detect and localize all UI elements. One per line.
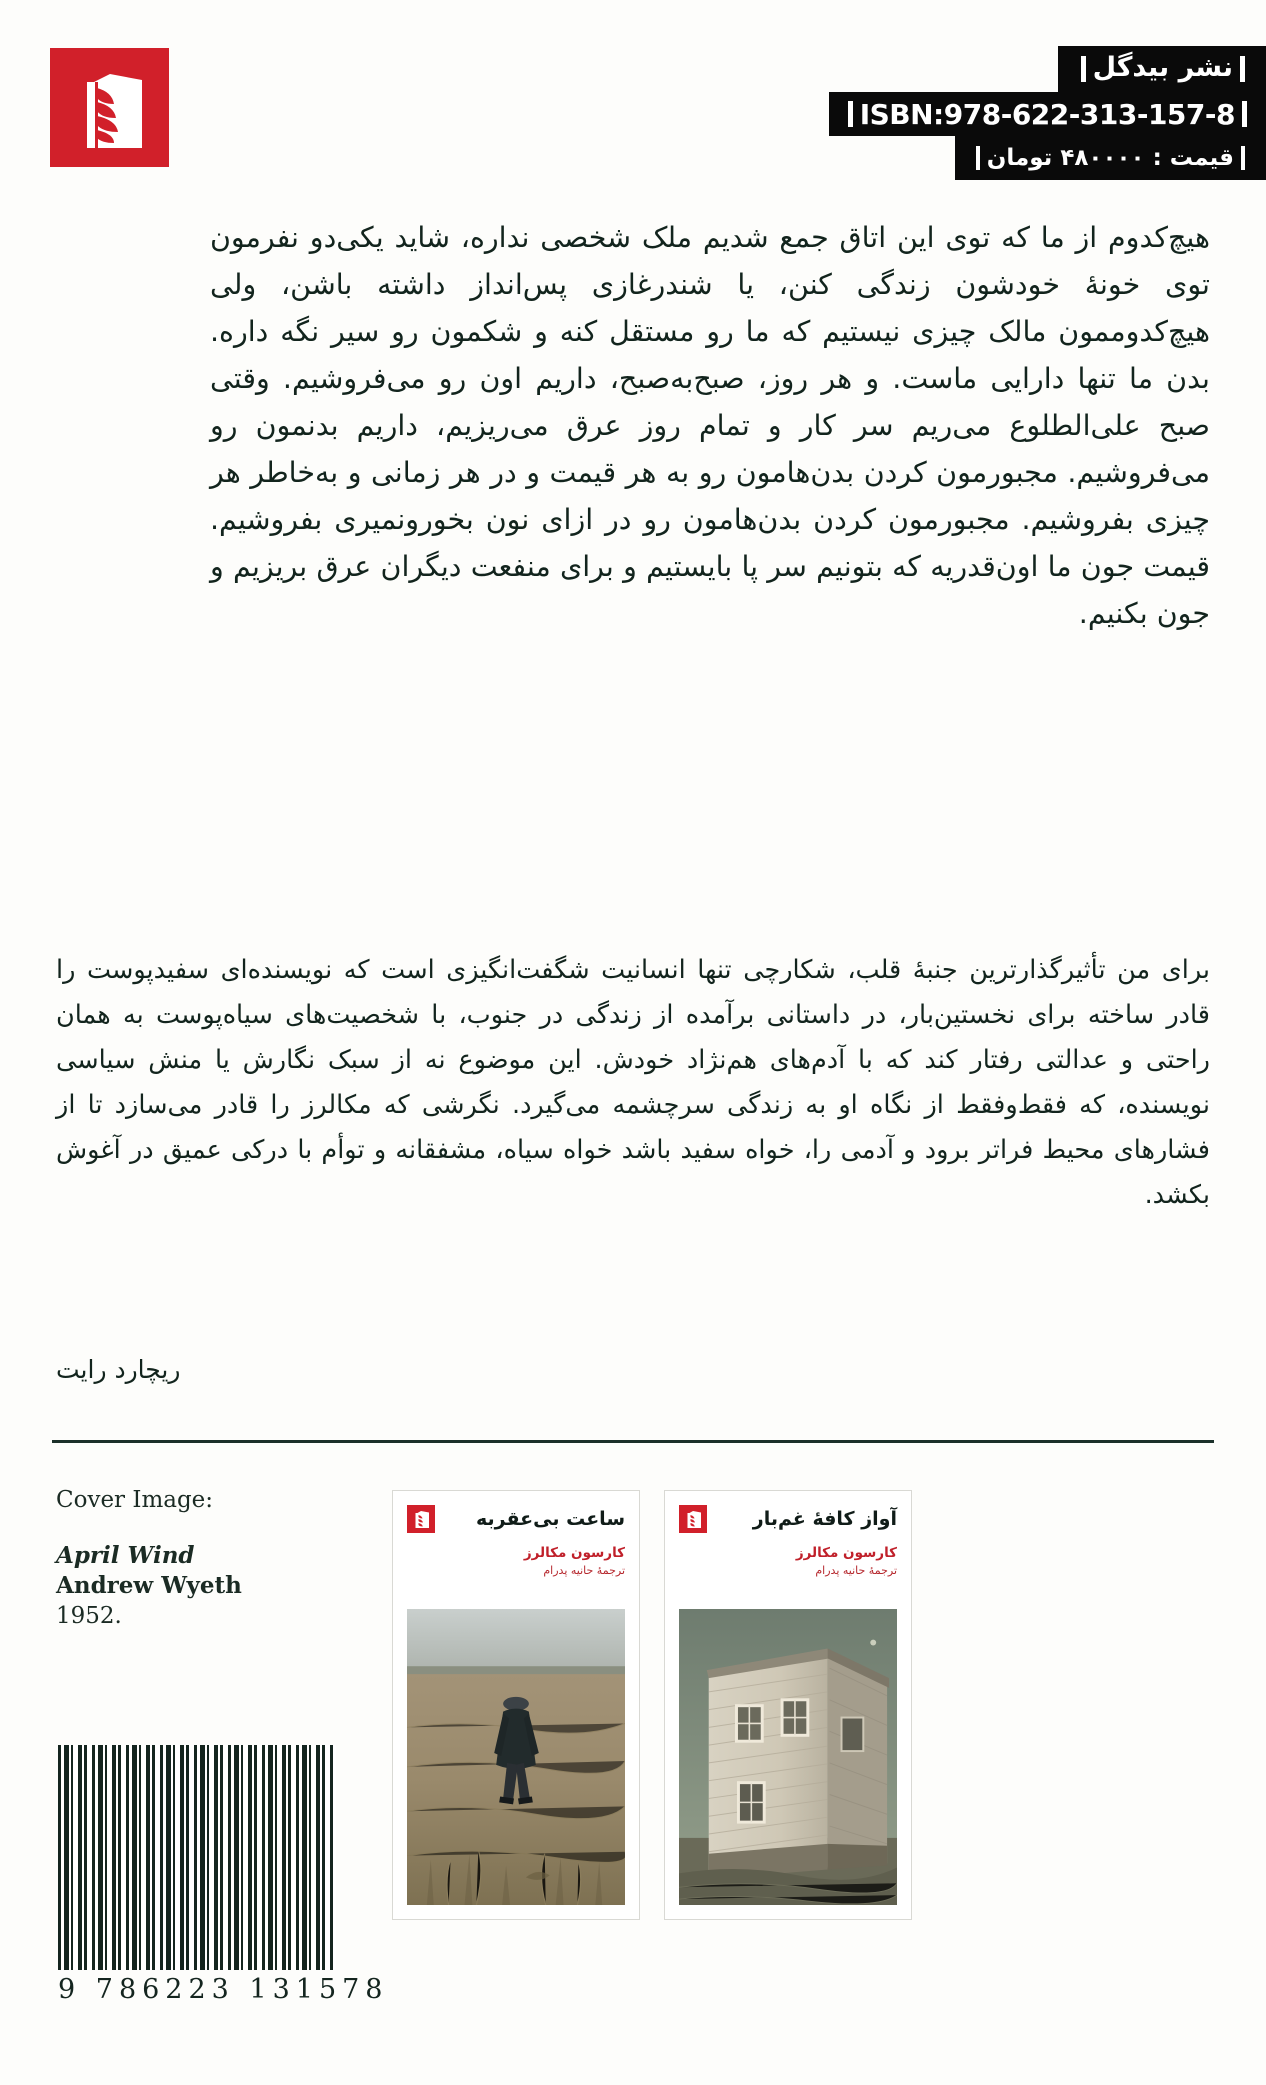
review-author: ریچارد رایت: [56, 1355, 181, 1384]
review-blurb: برای من تأثیرگذارترین جنبهٔ قلب، شکارچی تنها انسانیت شگفت‌انگیزی است که نویسنده‌ای سفیدپوست را قادر ساخته برای نخستین‌بار، در داستانی برآمده از زندگی در جنوب، با شخصیت‌های سیاه‌پوست به همان راحتی و عدالتی رفتار کند که با آدم‌های هم‌نژاد خودش. این موضوع نه از سبک نگارش یا منش سیاسی نویسنده، که فقط‌وفقط از نگاه او به زندگی سرچشمه می‌گیرد. نگرشی که مکالرز را قادر می‌سازد تا از فشارهای محیط فراتر برود و آدمی را، خواه سفید باشد خواه سیاه، مشفقانه و توأم با درکی عمیق در آغوش بکشد.: [56, 955, 1210, 1210]
mini-cover-header: [407, 1505, 625, 1533]
price-badge: [955, 136, 1266, 180]
mini-cover-author: کارسون مکالرز: [523, 1545, 625, 1561]
cover-image-credit: [56, 1485, 356, 1631]
price-label: قیمت : ۴۸۰۰۰۰ تومان: [986, 145, 1234, 171]
barcode-block: [58, 1745, 389, 2005]
cover-image-label: Cover Image:: [56, 1487, 214, 1513]
badge-bar-right: [1081, 56, 1086, 82]
isbn-badge: [829, 92, 1266, 136]
mini-cover-artwork: [407, 1609, 625, 1905]
barcode-digits: 9 786223 131578: [58, 1974, 389, 2005]
barcode-stripes: [58, 1745, 336, 1970]
mini-cover-artwork: [679, 1609, 897, 1905]
publisher-logo-small: [679, 1505, 707, 1533]
mini-cover-title: آواز کافهٔ غم‌بار: [752, 1508, 897, 1530]
badge-bar-right: [976, 146, 980, 170]
related-book-cover[interactable]: [392, 1490, 640, 1920]
mini-cover-title: ساعت بی‌عقربه: [475, 1508, 625, 1530]
publisher-badges: [829, 46, 1266, 180]
horizontal-divider: [52, 1440, 1214, 1443]
related-book-cover[interactable]: [664, 1490, 912, 1920]
publisher-logo-small: [407, 1505, 435, 1533]
related-books-row: [392, 1490, 912, 1920]
artwork-artist: Andrew Wyeth: [56, 1572, 242, 1599]
publisher-logo: [50, 48, 169, 167]
publisher-name-badge: [1058, 46, 1266, 92]
isbn-label: ISBN:978-622-313-157-8: [859, 97, 1235, 131]
badge-bar-left: [1240, 56, 1245, 82]
mini-cover-author: کارسون مکالرز: [795, 1545, 897, 1561]
badge-bar-right: [1242, 101, 1247, 127]
mini-cover-translator: ترجمهٔ حانیه پدرام: [543, 1564, 625, 1577]
publisher-name-label: نشر بیدگل: [1092, 51, 1233, 83]
badge-bar-left: [848, 101, 853, 127]
mini-cover-translator: ترجمهٔ حانیه پدرام: [815, 1564, 897, 1577]
mini-cover-header: [679, 1505, 897, 1533]
artwork-title: April Wind: [56, 1542, 195, 1569]
book-excerpt-quote: هیچ‌کدوم از ما که توی این اتاق جمع شدیم ملک شخصی نداره، شاید یکی‌دو نفرمون توی خونهٔ خودشون زندگی کنن، یا شندرغازی پس‌انداز داشته باشن، ولی هیچ‌کدوممون مالک چیزی نیستیم که ما رو مستقل کنه و شکمون رو سیر نگه داره. بدن ما تنها دارایی ماست. و هر روز، صبح‌به‌صبح، داریم اون رو می‌فروشیم. وقتی صبح علی‌الطلوع می‌ریم سر کار و تمام روز عرق می‌ریزیم، داریم بدنمون رو می‌فروشیم. مجبورمون کردن بدن‌هامون رو به هر قیمت و در هر زمانی و به‌خاطر هر چیزی بفروشیم. مجبورمون کردن بدن‌هامون رو در ازای نون بخورونمیری بفروشیم. قیمت جون ما اون‌قدریه که بتونیم سر پا بایستیم و برای منفعت دیگران عرق بریزیم و جون بکنیم.: [210, 221, 1210, 630]
badge-bar-left: [1241, 146, 1245, 170]
artwork-year: 1952.: [56, 1603, 122, 1629]
